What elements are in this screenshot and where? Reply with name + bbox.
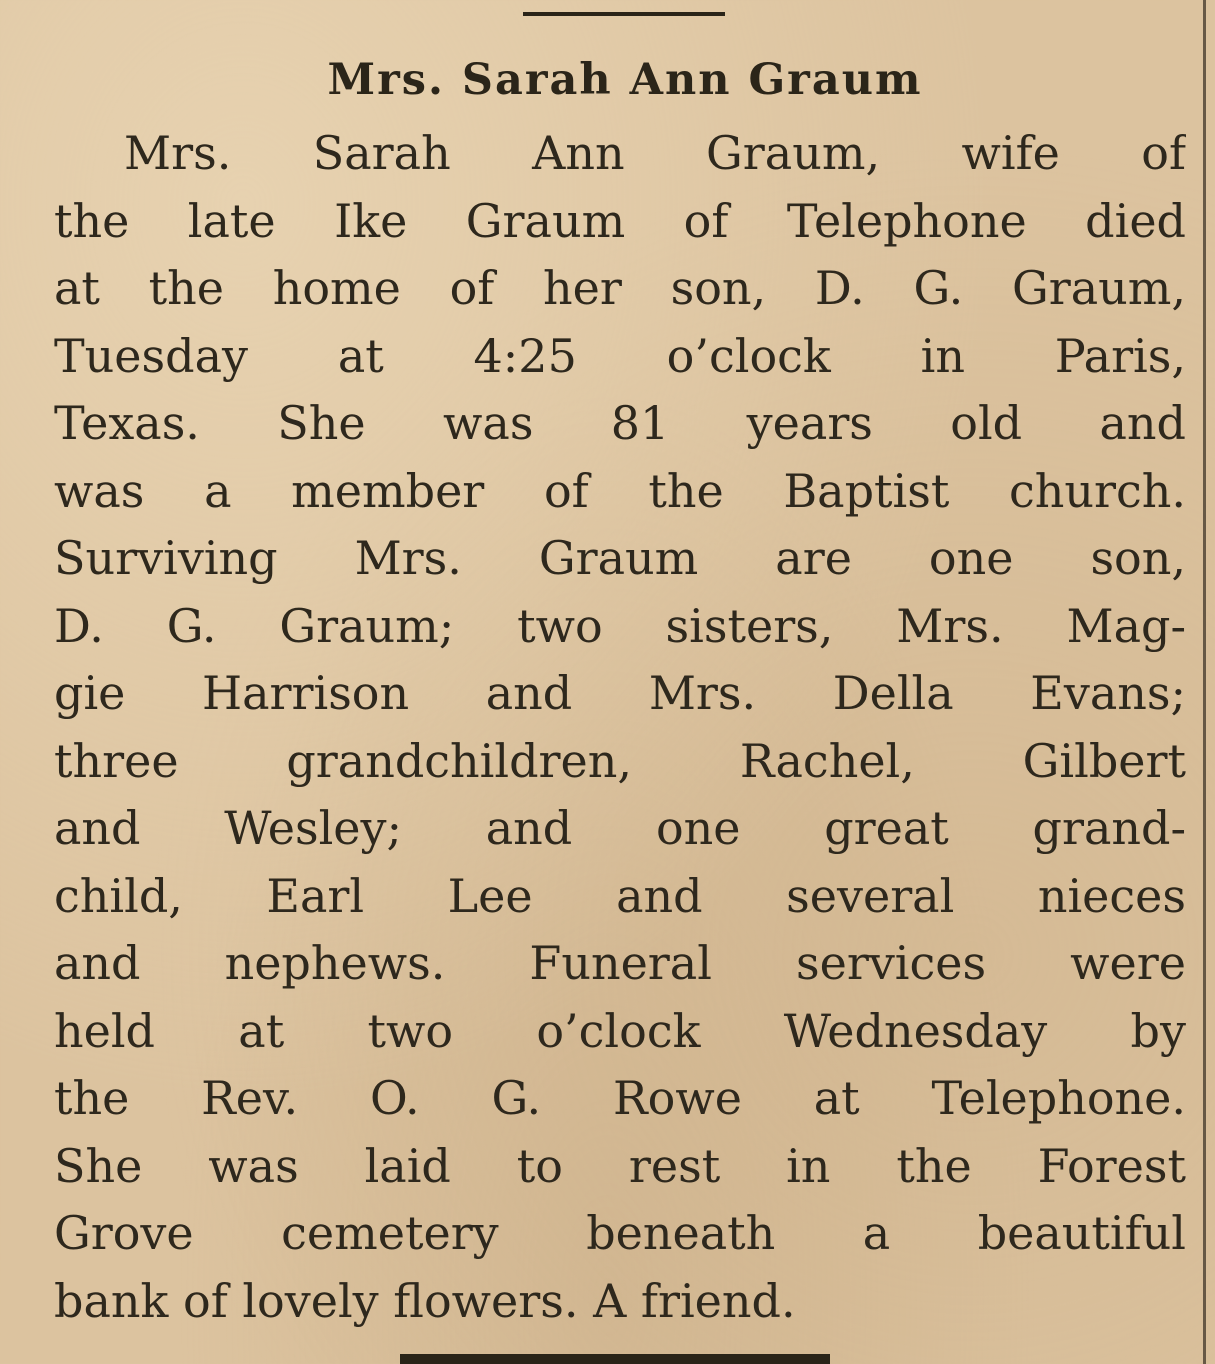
- article-line: She was laid to rest in the Forest: [54, 1138, 1186, 1193]
- article-line: was a member of the Baptist church.: [54, 463, 1186, 518]
- article-line: Mrs. Sarah Ann Graum, wife of: [124, 126, 1186, 180]
- article-line: the Rev. O. G. Rowe at Telephone.: [54, 1071, 1186, 1125]
- article-line: held at two o’clock Wednesday by: [54, 1003, 1186, 1058]
- bottom-divider-rule: [400, 1354, 830, 1364]
- article-line: child, Earl Lee and several nieces: [54, 868, 1186, 923]
- article-line: the late Ike Graum of Telephone died: [54, 193, 1186, 248]
- article-line: Surviving Mrs. Graum are one son,: [54, 531, 1186, 585]
- article-line: D. G. Graum; two sisters, Mrs. Mag-: [54, 598, 1186, 653]
- article-line: at the home of her son, D. G. Graum,: [54, 261, 1186, 315]
- article-line: Tuesday at 4:25 o’clock in Paris,: [54, 328, 1186, 383]
- article-line: and Wesley; and one great grand-: [54, 801, 1186, 855]
- top-divider-rule: [523, 12, 725, 16]
- column-border: [1203, 0, 1206, 1364]
- article-line: Texas. She was 81 years old and: [54, 396, 1186, 450]
- article-line: gie Harrison and Mrs. Della Evans;: [54, 666, 1186, 720]
- article-body: [54, 120, 1186, 1335]
- article-line: Grove cemetery beneath a beautiful: [54, 1206, 1186, 1260]
- article-line: three grandchildren, Rachel, Gilbert: [54, 733, 1186, 788]
- article-line: bank of lovely flowers. A friend.: [54, 1273, 796, 1328]
- article-line: and nephews. Funeral services were: [54, 936, 1186, 990]
- article-headline: Mrs. Sarah Ann Graum: [327, 55, 923, 105]
